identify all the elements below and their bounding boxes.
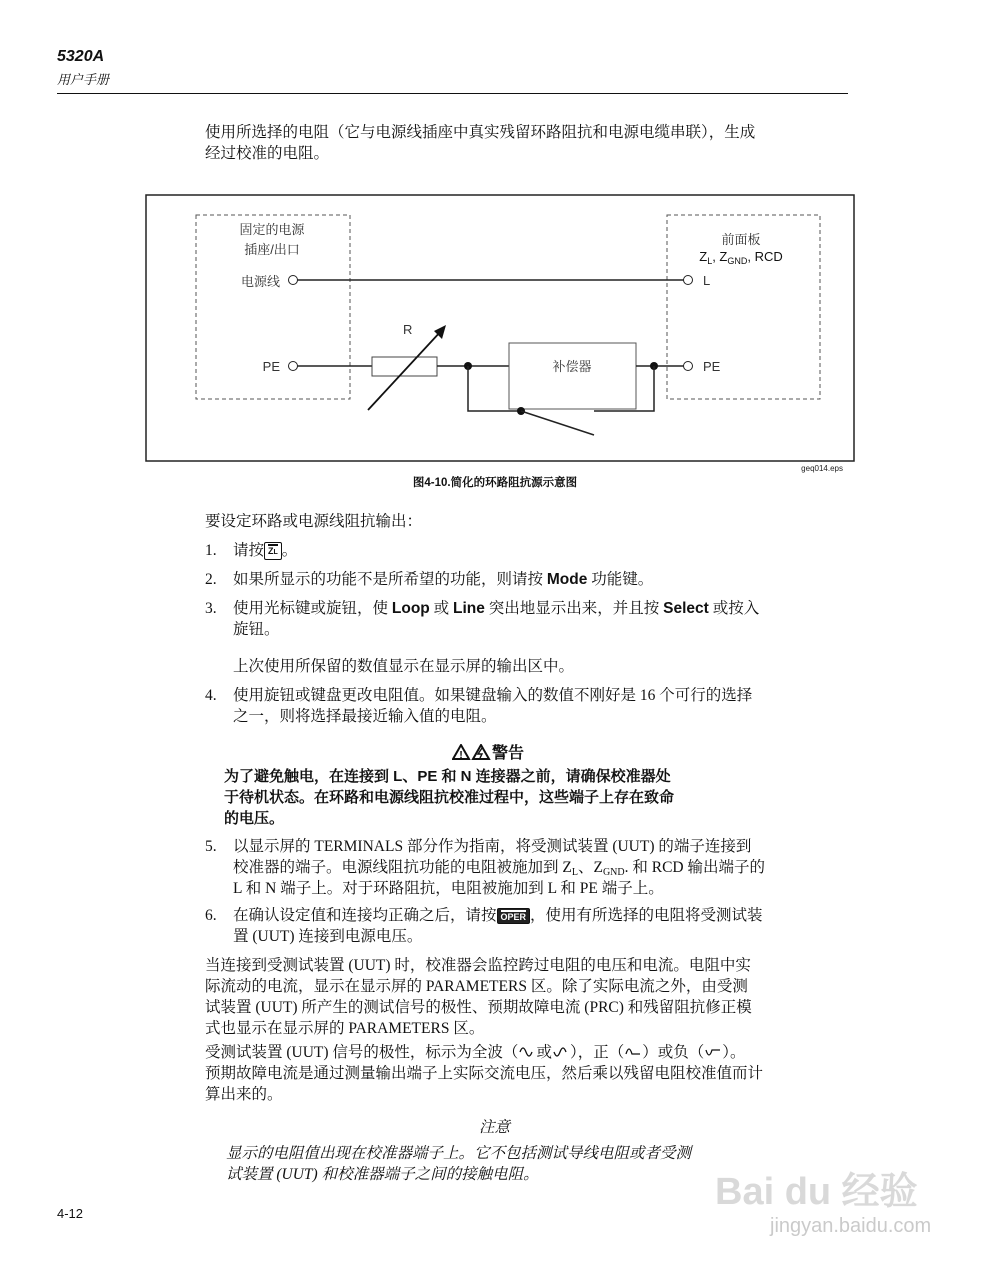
- step-3-line-2: 旋钮。: [233, 621, 280, 638]
- paragraph-line: 预期故障电流是通过测量输出端子上实际交流电压，然后乘以残留电阻校准值而计: [205, 1065, 764, 1082]
- intro-line: 使用所选择的电阻（它与电源线插座中真实残留环路阻抗和电源电缆串联），生成: [205, 124, 756, 141]
- note-line: 试装置 (UUT) 和校准器端子之间的接触电阻。: [226, 1166, 539, 1183]
- paragraph-line: 式也显示在显示屏的 PARAMETERS 区。: [205, 1020, 485, 1037]
- page-number: 4-12: [57, 1206, 84, 1221]
- outlet-line-terminal: [289, 276, 298, 285]
- figure-caption: 图4-10.简化的环路阻抗源示意图: [412, 477, 578, 489]
- compensator-label: 补偿器: [552, 359, 592, 374]
- full-wave-icon: [518, 1044, 536, 1060]
- pe-left-label: PE: [262, 359, 280, 374]
- paragraph-line: 试装置 (UUT) 所产生的测试信号的极性、预期故障电流 (PRC) 和残留阻抗修正模: [205, 999, 752, 1016]
- resistor: [372, 357, 437, 376]
- manual-model: 5320A: [57, 48, 105, 65]
- step-number: 5.: [205, 838, 217, 855]
- watermark-url: jingyan.baidu.com: [770, 1215, 932, 1237]
- step-4-line-2: 之一，则将选择最接近输入值的电阻。: [233, 708, 497, 725]
- line-label: 电源线: [240, 274, 280, 289]
- step-6-line-2: 置 (UUT) 连接到电源电压。: [233, 928, 423, 945]
- panel-l-terminal: [684, 276, 693, 285]
- zl-key-icon: ZL: [264, 542, 282, 560]
- step-5-line-3: L 和 N 端子上。对于环路阻抗，电阻被施加到 L 和 PE 端子上。: [233, 880, 664, 897]
- paragraph-line: 际流动的电流，显示在显示屏的 PARAMETERS 区。除了实际电流之外，由受测: [205, 978, 748, 995]
- outlet-title-2: 插座/出口: [244, 242, 300, 257]
- outlet-pe-terminal: [289, 362, 298, 371]
- panel-title: 前面板: [721, 232, 761, 247]
- note-line: 显示的电阻值出现在校准器端子上。它不包括测试导线电阻或者受测: [226, 1145, 692, 1162]
- pe-right-label: PE: [703, 359, 721, 374]
- manual-subtitle: 用户手册: [57, 72, 110, 87]
- step-2: 如果所显示的功能不是所希望的功能，则请按 Mode 功能键。: [233, 571, 654, 588]
- procedure-intro: 要设定环路或电源线阻抗输出：: [205, 513, 423, 530]
- r-label: R: [403, 322, 413, 337]
- warning-line: 的电压。: [224, 810, 285, 827]
- oper-key-icon: OPER: [497, 908, 531, 924]
- bypass-switch: [521, 411, 594, 435]
- step-number: 4.: [205, 687, 217, 704]
- compensator-box: [509, 343, 636, 409]
- step-1: 请按 ZL 。: [233, 542, 298, 559]
- svg-text:!: !: [459, 750, 463, 760]
- positive-half-wave-icon: [624, 1044, 642, 1060]
- step-number: 3.: [205, 600, 217, 617]
- step-4: 使用旋钮或键盘更改电阻值。如果键盘输入的数值不刚好是 16 个可行的选择: [233, 687, 753, 704]
- panel-outputs: $Z_L$, $Z_{GND}$, RCD: [699, 249, 783, 266]
- polarity-line: 受测试装置 (UUT) 信号的极性，标示为全波（ 或 ），正（ ）或负（ ）。: [205, 1044, 746, 1061]
- panel-pe-terminal: [684, 362, 693, 371]
- l-label: L: [703, 273, 711, 288]
- baidu-watermark: Bai du 经验: [715, 1171, 918, 1213]
- warning-title: ! 警告: [452, 744, 524, 764]
- paragraph-line: 算出来的。: [205, 1086, 283, 1103]
- figure-file: geq014.eps: [801, 464, 843, 473]
- full-wave-inverted-icon: [552, 1044, 570, 1060]
- warning-line: 为了避免触电，在连接到 L、PE 和 N 连接器之前，请确保校准器处: [224, 768, 671, 785]
- step-number: 6.: [205, 907, 217, 924]
- note-title: 注意: [479, 1119, 511, 1136]
- step-5: 以显示屏的 TERMINALS 部分作为指南，将受测试装置 (UUT) 的端子连接到: [233, 838, 752, 855]
- step-3-note: 上次使用所保留的数值显示在显示屏的输出区中。: [233, 658, 575, 675]
- step-6: 在确认设定值和连接均正确之后，请按 OPER ，使用有所选择的电阻将受测试装: [233, 907, 763, 924]
- outlet-title-1: 固定的电源: [239, 222, 305, 237]
- warning-triangle-icon: [452, 744, 492, 760]
- negative-half-wave-icon: [704, 1044, 722, 1060]
- paragraph-line: 当连接到受测试装置 (UUT) 时，校准器会监控跨过电阻的电压和电流。电阻中实: [205, 957, 751, 974]
- step-number: 1.: [205, 542, 217, 559]
- step-number: 2.: [205, 571, 217, 588]
- step-3: 使用光标键或旋钮，使 Loop 或 Line 突出地显示出来，并且按 Select 或按入: [233, 600, 760, 617]
- intro-line: 经过校准的电阻。: [205, 145, 330, 162]
- step-5-line-2: 校准器的端子。电源线阻抗功能的电阻被施加到 $Z_L$、$Z_{GND}$. 和 RCD 输出端子的: [233, 859, 765, 878]
- warning-line: 于待机状态。在环路和电源线阻抗校准过程中，这些端子上存在致命: [224, 789, 675, 806]
